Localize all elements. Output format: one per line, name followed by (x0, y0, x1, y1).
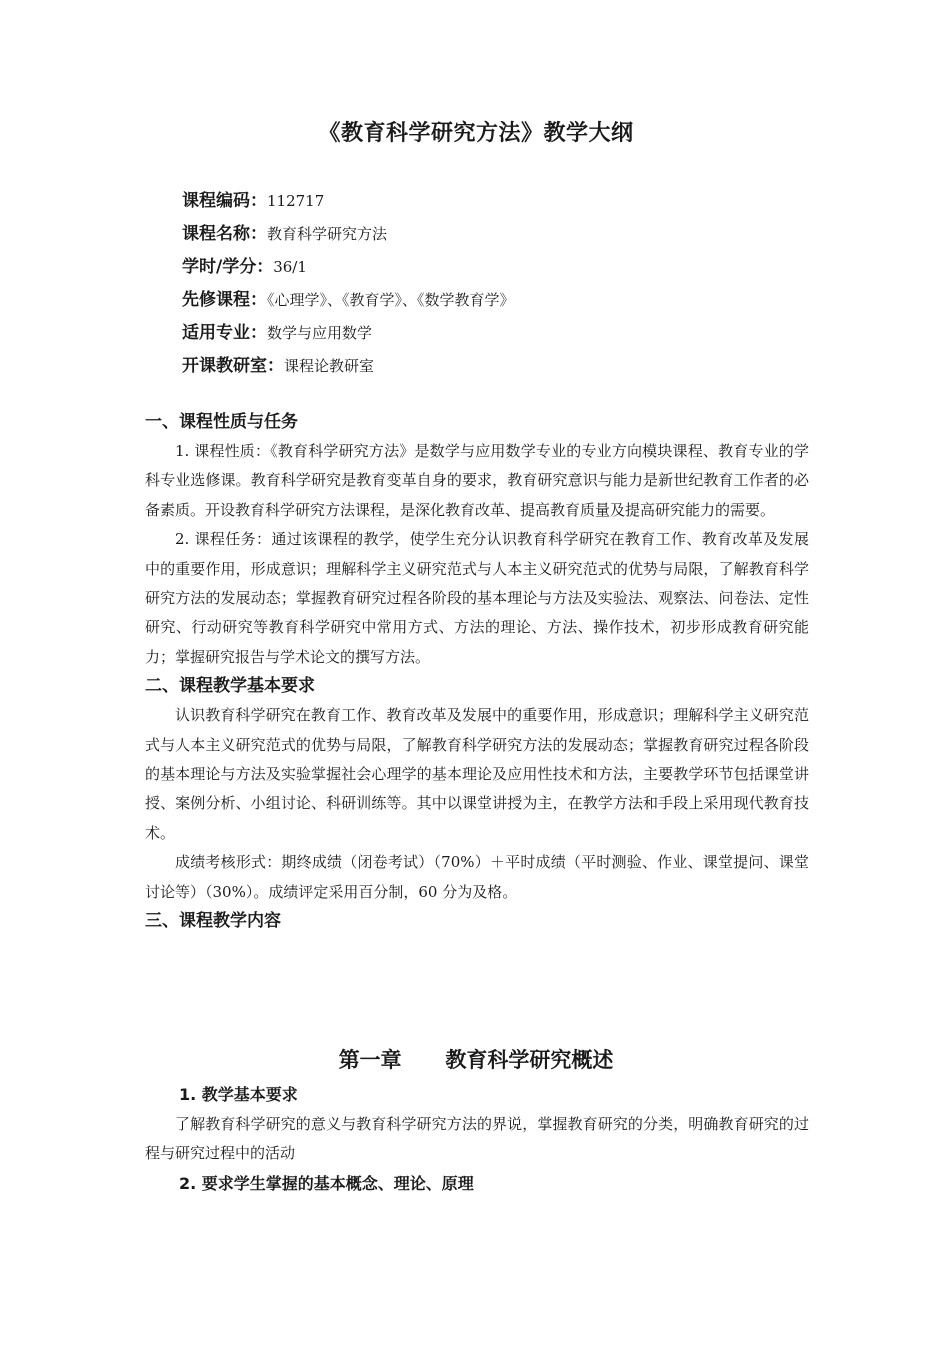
major-label: 适用专业： (182, 323, 267, 343)
course-code-row (182, 185, 782, 218)
office-row (182, 350, 782, 383)
course-hours-label: 学时/学分： (182, 257, 274, 277)
subheading-basic-requirements: 1. 教学基本要求 (179, 1085, 298, 1104)
chapter-body (145, 1080, 809, 1199)
section-heading-requirements: 二、课程教学基本要求 (145, 676, 315, 697)
syllabus-body (145, 408, 809, 936)
major-value: 数学与应用数学 (267, 324, 373, 342)
course-info (182, 185, 782, 383)
paragraph-assessment: 成绩考核形式：期终成绩（闭卷考试）（70%）＋平时成绩（平时测验、作业、课堂提问、课堂讨论等）（30%）。成绩评定采用百分制，60 分为及格。 (145, 853, 809, 901)
prerequisite-row (182, 284, 782, 317)
major-row (182, 317, 782, 350)
section-heading-nature: 一、课程性质与任务 (145, 412, 298, 432)
section-heading-content: 三、课程教学内容 (145, 911, 281, 932)
course-name-row (182, 218, 782, 251)
paragraph-course-nature: 1. 课程性质：《教育科学研究方法》是数学与应用数学专业的专业方向模块课程、教育专业的学科专业选修课。教育科学研究是教育变革自身的要求，教育研究意识与能力是新世纪教育工作者的必备素质。开设教育科学研究方法课程，是深化教育改革、提高教育质量及提高研究能力的需要。 (145, 442, 809, 519)
course-code-label: 课程编码： (182, 191, 267, 211)
prerequisite-value: 《心理学》、《教育学》、《数学教育学》 (267, 291, 515, 309)
subheading-key-concepts: 2. 要求学生掌握的基本概念、理论、原理 (179, 1173, 474, 1193)
course-hours-value: 36/1 (273, 258, 307, 276)
course-code-value: 112717 (267, 192, 325, 210)
course-name-label: 课程名称： (182, 224, 267, 244)
course-hours-row (182, 251, 782, 284)
office-label: 开课教研室： (182, 356, 284, 376)
prerequisite-label: 先修课程： (182, 290, 267, 310)
paragraph-chapter-requirements: 了解教育科学研究的意义与教育科学研究方法的界说，掌握教育研究的分类，明确教育研究的过程与研究过程中的活动 (145, 1115, 809, 1163)
course-name-value: 教育科学研究方法 (267, 225, 388, 243)
office-value: 课程论教研室 (284, 357, 375, 375)
document-title: 《教育科学研究方法》教学大纲 (318, 121, 634, 146)
chapter-title: 第一章 教育科学研究概述 (338, 1048, 614, 1072)
paragraph-course-task: 2. 课程任务：通过该课程的教学，使学生充分认识教育科学研究在教育工作、教育改革及发展中的重要作用，形成意识；理解科学主义研究范式与人本主义研究范式的优势与局限，了解教育科学研究方法的发展动态；掌握教育研究过程各阶段的基本理论与方法及实验法、观察法、问卷法、定性研究、行动研究等教育科学研究中常用方式、方法的理论、方法、操作技术，初步形成教育研究能力；掌握研究报告与学术论文的撰写方法。 (145, 530, 809, 666)
paragraph-requirements: 认识教育科学研究在教育工作、教育改革及发展中的重要作用，形成意识；理解科学主义研究范式与人本主义研究范式的优势与局限，了解教育科学研究方法的发展动态；掌握教育研究过程各阶段的基本理论与方法及实验掌握社会心理学的基本理论及应用性技术和方法，主要教学环节包括课堂讲授、案例分析、小组讨论、科研训练等。其中以课堂讲授为主，在教学方法和手段上采用现代教育技术。 (145, 706, 809, 842)
